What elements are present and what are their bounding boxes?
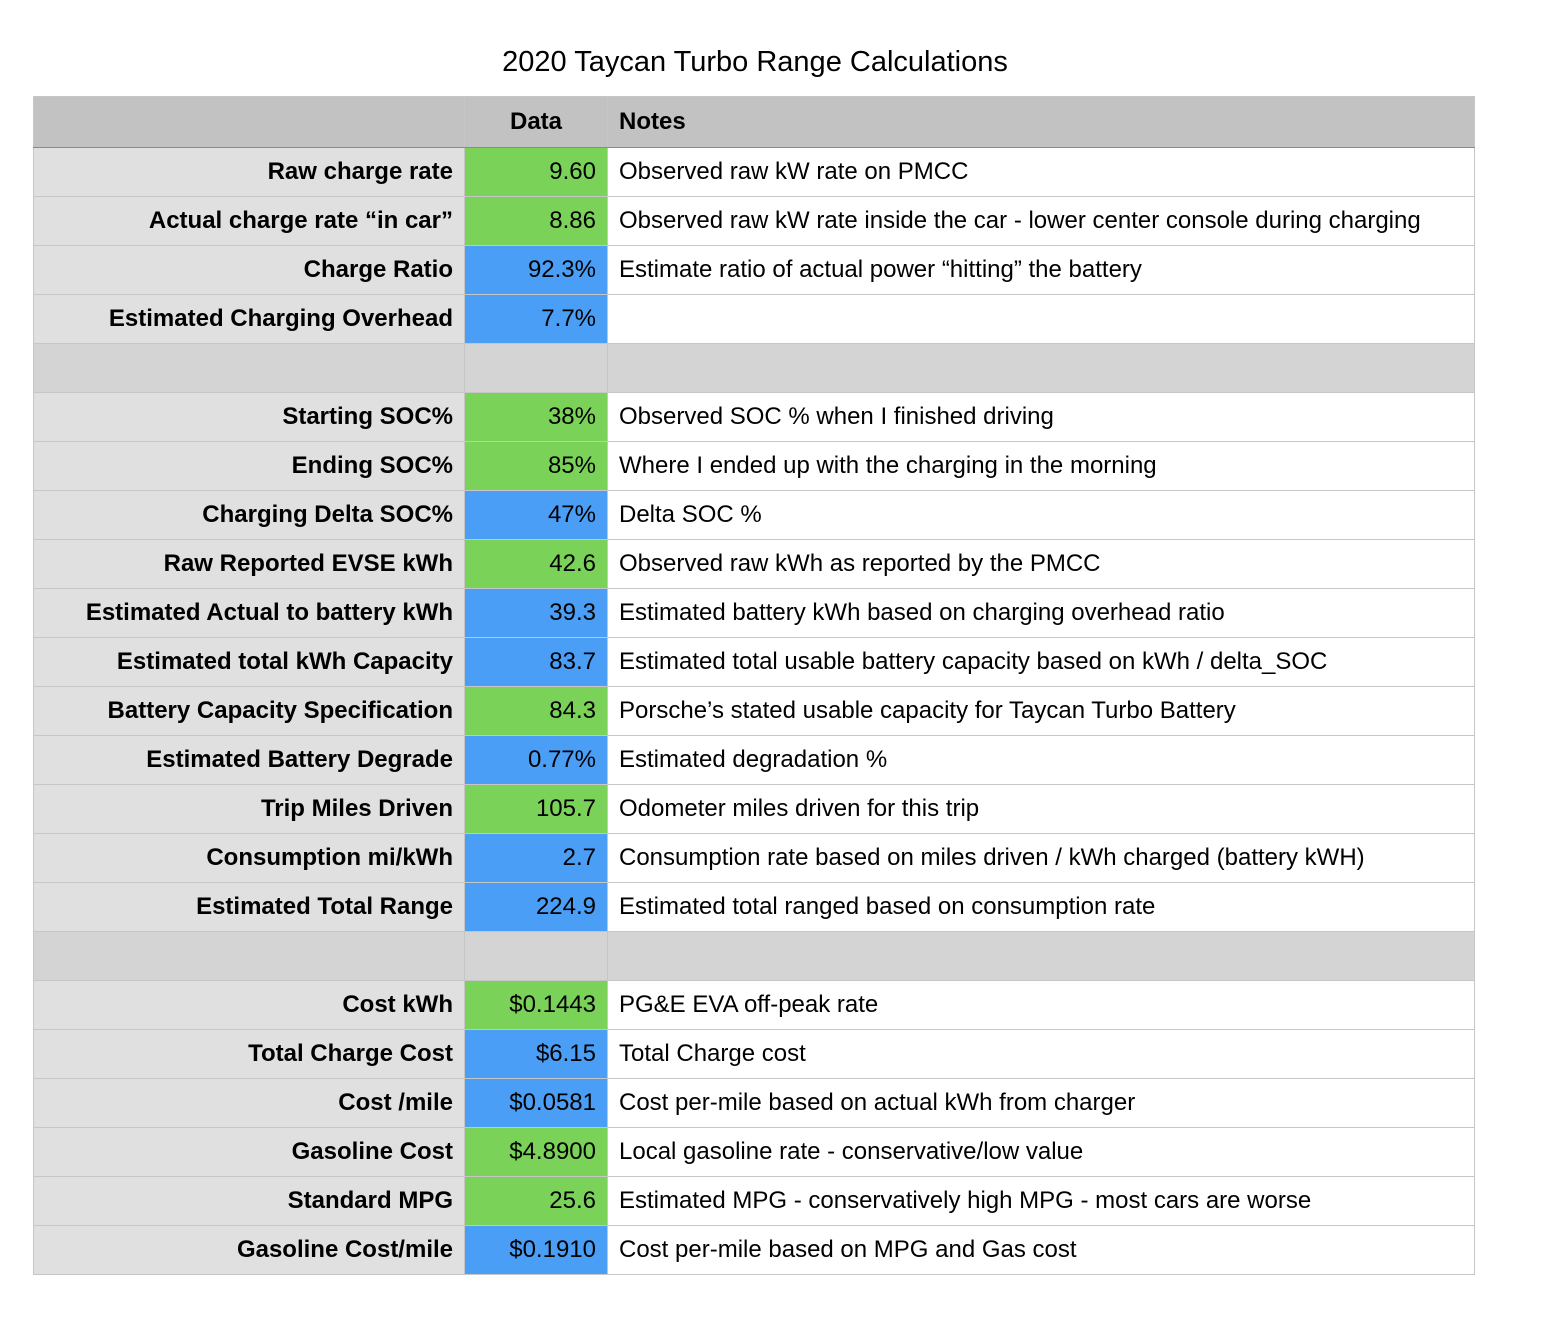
row-label-cell[interactable]: Estimated total kWh Capacity	[34, 638, 465, 687]
computed-value-cell[interactable]: 7.7%	[465, 295, 608, 344]
table-row	[34, 148, 1475, 197]
spacer-row	[34, 932, 1475, 981]
input-value-cell[interactable]: 25.6	[465, 1177, 608, 1226]
table-row	[34, 1128, 1475, 1177]
computed-value-cell[interactable]: $0.0581	[465, 1079, 608, 1128]
row-note-cell[interactable]: Cost per-mile based on MPG and Gas cost	[608, 1226, 1475, 1275]
row-note-cell[interactable]: Porsche’s stated usable capacity for Taycan Turbo Battery	[608, 687, 1475, 736]
spacer-cell-notes[interactable]	[608, 932, 1475, 981]
row-note-cell[interactable]: Observed raw kW rate on PMCC	[608, 148, 1475, 197]
table-row	[34, 197, 1475, 246]
table-row	[34, 246, 1475, 295]
table-row	[34, 393, 1475, 442]
table-row	[34, 1079, 1475, 1128]
input-value-cell[interactable]: $4.8900	[465, 1128, 608, 1177]
row-label-cell[interactable]: Total Charge Cost	[34, 1030, 465, 1079]
row-label-cell[interactable]: Starting SOC%	[34, 393, 465, 442]
computed-value-cell[interactable]: 0.77%	[465, 736, 608, 785]
row-label-cell[interactable]: Raw Reported EVSE kWh	[34, 540, 465, 589]
row-label-cell[interactable]: Gasoline Cost/mile	[34, 1226, 465, 1275]
input-value-cell[interactable]: 105.7	[465, 785, 608, 834]
table-header-row	[34, 97, 1475, 148]
input-value-cell[interactable]: 84.3	[465, 687, 608, 736]
computed-value-cell[interactable]: $6.15	[465, 1030, 608, 1079]
row-note-cell[interactable]: Observed raw kWh as reported by the PMCC	[608, 540, 1475, 589]
table-row	[34, 1177, 1475, 1226]
table-row	[34, 442, 1475, 491]
table-row	[34, 491, 1475, 540]
row-note-cell[interactable]: Cost per-mile based on actual kWh from charger	[608, 1079, 1475, 1128]
table-row	[34, 295, 1475, 344]
computed-value-cell[interactable]: 2.7	[465, 834, 608, 883]
table-row	[34, 981, 1475, 1030]
table-row	[34, 540, 1475, 589]
row-note-cell[interactable]: Observed SOC % when I finished driving	[608, 393, 1475, 442]
header-data-cell[interactable]: Data	[465, 97, 608, 148]
row-label-cell[interactable]: Estimated Battery Degrade	[34, 736, 465, 785]
computed-value-cell[interactable]: 83.7	[465, 638, 608, 687]
row-label-cell[interactable]: Consumption mi/kWh	[34, 834, 465, 883]
table-row	[34, 1226, 1475, 1275]
input-value-cell[interactable]: 85%	[465, 442, 608, 491]
computed-value-cell[interactable]: 224.9	[465, 883, 608, 932]
input-value-cell[interactable]: 42.6	[465, 540, 608, 589]
row-label-cell[interactable]: Charge Ratio	[34, 246, 465, 295]
computed-value-cell[interactable]: $0.1910	[465, 1226, 608, 1275]
range-calculation-table	[33, 96, 1475, 1275]
table-body	[34, 97, 1475, 1275]
spacer-cell-notes[interactable]	[608, 344, 1475, 393]
row-note-cell[interactable]: Estimate ratio of actual power “hitting” the battery	[608, 246, 1475, 295]
row-label-cell[interactable]: Estimated Actual to battery kWh	[34, 589, 465, 638]
table-row	[34, 638, 1475, 687]
table-row	[34, 834, 1475, 883]
input-value-cell[interactable]: 38%	[465, 393, 608, 442]
table-row	[34, 687, 1475, 736]
spacer-row	[34, 344, 1475, 393]
row-label-cell[interactable]: Trip Miles Driven	[34, 785, 465, 834]
row-label-cell[interactable]: Raw charge rate	[34, 148, 465, 197]
row-label-cell[interactable]: Cost /mile	[34, 1079, 465, 1128]
row-note-cell[interactable]: Estimated total ranged based on consumption rate	[608, 883, 1475, 932]
row-label-cell[interactable]: Gasoline Cost	[34, 1128, 465, 1177]
input-value-cell[interactable]: 9.60	[465, 148, 608, 197]
computed-value-cell[interactable]: 47%	[465, 491, 608, 540]
row-label-cell[interactable]: Battery Capacity Specification	[34, 687, 465, 736]
table-row	[34, 1030, 1475, 1079]
row-note-cell[interactable]: Consumption rate based on miles driven / kWh charged (battery kWH)	[608, 834, 1475, 883]
row-label-cell[interactable]: Estimated Total Range	[34, 883, 465, 932]
header-label-cell[interactable]	[34, 97, 465, 148]
sheet-title: 2020 Taycan Turbo Range Calculations	[502, 46, 1008, 78]
spacer-cell-label[interactable]	[34, 344, 465, 393]
spacer-cell-data[interactable]	[465, 344, 608, 393]
row-note-cell[interactable]: Odometer miles driven for this trip	[608, 785, 1475, 834]
spacer-cell-label[interactable]	[34, 932, 465, 981]
row-note-cell[interactable]: Local gasoline rate - conservative/low value	[608, 1128, 1475, 1177]
row-note-cell[interactable]: Where I ended up with the charging in the morning	[608, 442, 1475, 491]
row-note-cell[interactable]: Estimated battery kWh based on charging overhead ratio	[608, 589, 1475, 638]
row-note-cell[interactable]: Estimated MPG - conservatively high MPG - most cars are worse	[608, 1177, 1475, 1226]
row-note-cell[interactable]: Estimated total usable battery capacity based on kWh / delta_SOC	[608, 638, 1475, 687]
row-note-cell[interactable]: PG&E EVA off-peak rate	[608, 981, 1475, 1030]
row-note-cell[interactable]: Total Charge cost	[608, 1030, 1475, 1079]
row-note-cell[interactable]	[608, 295, 1475, 344]
row-label-cell[interactable]: Actual charge rate “in car”	[34, 197, 465, 246]
row-label-cell[interactable]: Cost kWh	[34, 981, 465, 1030]
table-row	[34, 589, 1475, 638]
row-note-cell[interactable]: Estimated degradation %	[608, 736, 1475, 785]
row-label-cell[interactable]: Charging Delta SOC%	[34, 491, 465, 540]
input-value-cell[interactable]: 8.86	[465, 197, 608, 246]
row-label-cell[interactable]: Estimated Charging Overhead	[34, 295, 465, 344]
row-label-cell[interactable]: Ending SOC%	[34, 442, 465, 491]
row-label-cell[interactable]: Standard MPG	[34, 1177, 465, 1226]
table-row	[34, 883, 1475, 932]
input-value-cell[interactable]: $0.1443	[465, 981, 608, 1030]
row-note-cell[interactable]: Delta SOC %	[608, 491, 1475, 540]
table-row	[34, 785, 1475, 834]
header-notes-cell[interactable]: Notes	[608, 97, 1475, 148]
computed-value-cell[interactable]: 39.3	[465, 589, 608, 638]
row-note-cell[interactable]: Observed raw kW rate inside the car - lower center console during charging	[608, 197, 1475, 246]
table-row	[34, 736, 1475, 785]
spacer-cell-data[interactable]	[465, 932, 608, 981]
computed-value-cell[interactable]: 92.3%	[465, 246, 608, 295]
